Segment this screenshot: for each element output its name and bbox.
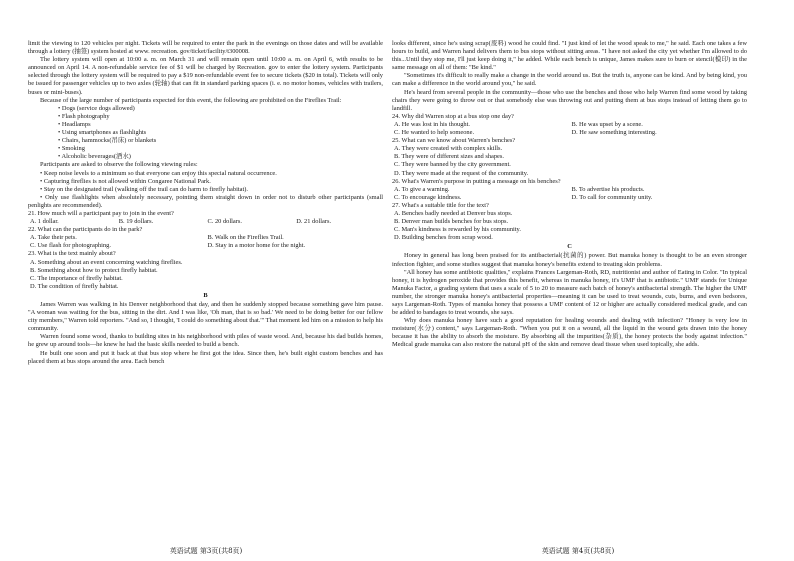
option-a: A. Take their pets. bbox=[30, 234, 77, 242]
right-page-column bbox=[392, 40, 747, 536]
question-stem: 22. What can the participants do in the park? bbox=[28, 226, 143, 234]
passage-b-paragraph: James Warren was walking in his Denver neighborhood that day, and then he suddenly stopped because something gave him pause. "A woman was waiting for the bus, sitting in the dirt. And I was like, 'Oh man, that is so bad.' We need to be doing better for our fellow city members," Warren told reporters. "And so, I thought, 'I could do something about that.'" That moment led him on a mission to help his community. bbox=[28, 301, 383, 333]
option-b: B. They were of different sizes and shapes. bbox=[394, 153, 504, 161]
question-stem: 27. What's a suitable title for the text? bbox=[392, 201, 489, 209]
option-d: D. 21 dollars. bbox=[296, 218, 332, 226]
prohibited-item: • Dogs (service dogs allowed) bbox=[58, 104, 135, 112]
passage-b-paragraph: He's heard from several people in the community—those who use the benches and those who help Warren find some wood by taking chairs they were going to throw out or that somebody else was throwing out and putting them at bus stops instead of letting them go to landfill. bbox=[392, 88, 747, 112]
intro-paragraph-3: Because of the large number of participants expected for this event, the following are prohibited on the Fireflies Trail: bbox=[40, 96, 342, 104]
intro-paragraph-2: The lottery system will open at 10:00 a. m. on March 31 and will remain open until 10:00 a. m. on April 6, with results to be announced on April 14. A non-refundable service fee of $1 will be charged by Recreation. gov to enter the lottery system. Participants selected through the lottery system will be required to pay a $19 non-refundable event fee to secure tickets ($20 in total). Tickets will only be issued for passenger vehicles up to two axles (轮轴) that can fit in standard parking spaces (i. e. no motor homes, vehicles with trailers, buses or mini-buses). bbox=[28, 56, 383, 96]
rule-item: • Keep noise levels to a minimum so that everyone can enjoy this special natural occurrence. bbox=[40, 169, 277, 177]
option-a: A. Something about an event concerning watching fireflies. bbox=[30, 258, 183, 266]
option-a: A. To give a warning. bbox=[394, 185, 450, 193]
rules-intro: Participants are asked to observe the following viewing rules: bbox=[40, 161, 198, 169]
option-c: C. They were banned by the city government. bbox=[394, 161, 511, 169]
question-27 bbox=[392, 202, 747, 242]
passage-b-paragraph: looks different, since he's using scrap(废料) wood he could find. "I just kind of let the wood speak to me," he said. Each one takes a few hours to build, and Warren hand delivers them to bus stops without sitting areas. "I have not asked the city yet whether I'm allowed to do this...Until they stop me, I'll just keep doing it," he added. While each bench is unique, James makes sure to burn or stencil(模印) in the same message on all of them: "Be kind." bbox=[392, 40, 747, 72]
option-b: B. To advertise his products. bbox=[571, 185, 645, 193]
option-c: C. He wanted to help someone. bbox=[394, 129, 475, 137]
passage-b-paragraph: "Sometimes it's difficult to really make a change in the world around us. But the truth is, anyone can be kind. And by being kind, you can make a difference in the world around you," he said. bbox=[392, 72, 747, 88]
rule-item: • Only use flashlights when absolutely necessary, pointing them straight down in order not to disturb other participants (small penlights are recommended). bbox=[28, 193, 383, 209]
option-d: D. Stay in a motor home for the night. bbox=[207, 242, 306, 250]
option-d: D. Building benches from scrap wood. bbox=[394, 234, 493, 242]
intro-paragraph-1: limit the viewing to 120 vehicles per night. Tickets will be required to enter the park in the evenings on those dates and will be available through a lottery (抽签) system hosted at www. recreation. gov/ticket/facility/t300008. bbox=[28, 40, 383, 56]
question-stem: 21. How much will a participant pay to join in the event? bbox=[28, 209, 174, 217]
question-23 bbox=[28, 250, 383, 290]
question-stem: 25. What can we know about Warren's benches? bbox=[392, 137, 516, 145]
option-b: B. Denver man builds benches for bus stops. bbox=[394, 218, 509, 226]
option-d: D. They were made at the request of the community. bbox=[394, 169, 529, 177]
option-d: D. He saw something interesting. bbox=[571, 129, 657, 137]
option-c: C. 20 dollars. bbox=[207, 218, 242, 226]
option-a: A. They were created with complex skills. bbox=[394, 145, 503, 153]
question-stem: 24. Why did Warren stop at a bus stop one day? bbox=[392, 112, 514, 120]
passage-c-paragraph: Honey in general has long been praised for its antibacterial(抗菌的) power. But manuka honey is thought to be an even stronger infection fighter, and some studies suggest that manuka honey's benefits extend to treating skin problems. bbox=[392, 252, 747, 268]
option-c: C. Use flash for photographing. bbox=[30, 242, 111, 250]
option-b: B. He was upset by a scene. bbox=[571, 120, 643, 128]
prohibited-item: • Smoking bbox=[58, 145, 85, 153]
passage-c-paragraph: Why does manuka honey have such a good reputation for healing wounds and dealing with infection? "Honey is very low in moisture(水分) content," says Largeman-Roth. "When you put it on a wound, all the liquid in the wound gets drawn into the honey because it has the ability to absorb the moisture. By absorbing all the impurities(杂质), the honey protects the body against infection." Medical grade manuka can also restore the natural pH of the skin and remove dead tissue when used topically, she adds. bbox=[392, 317, 747, 349]
option-b: B. Something about how to protect firefly habitat. bbox=[30, 266, 158, 274]
passage-b-paragraph: Warren found some wood, thanks to building sites in his neighborhood with piles of waste wood. And, because his dad builds homes, he grew up around tools—he knew he had the basic skills needed to build a bench. bbox=[28, 333, 383, 349]
option-c: C. Man's kindness is rewarded by his community. bbox=[394, 226, 521, 234]
option-d: D. The condition of firefly habitat. bbox=[30, 282, 119, 290]
page-footer-right: 英语试题 第4页(共8页) bbox=[541, 547, 615, 555]
passage-c-paragraph: "All honey has some antibiotic qualities," explains Frances Largeman-Roth, RD, nutritionist and author of Eating in Color. "In typical honey, it is hydrogen peroxide that provides this benefit, whereas in manuka honey, it's UMF that is antibiotic." UMF stands for Unique Manuka Factor, a grading system that uses a scale of 5 to 20 to measure each batch of honey's antibacterial strength. The higher the UMF number, the stronger manuka honey's antibacterial properties—meaning it can be used to treat wounds, cuts, burns, and even bedsores, says Largeman-Roth. Types of manuka honey that possess a UMF content of 12 or higher are actually considered medical grade, and can be added to bandages to treat wounds, she says. bbox=[392, 268, 747, 317]
page-footer-left: 英语试题 第3页(共8页) bbox=[169, 547, 243, 555]
left-page-column bbox=[28, 40, 383, 536]
section-heading-b: B bbox=[203, 291, 208, 299]
prohibited-item: • Flash photography bbox=[58, 112, 110, 120]
rule-item: • Stay on the designated trail (walking off the trail can do harm to firefly habitat). bbox=[40, 185, 248, 193]
option-c: C. The importance of firefly habitat. bbox=[30, 274, 123, 282]
section-heading-c: C bbox=[567, 243, 572, 251]
passage-b-paragraph: He built one soon and put it back at that bus stop where he first got the idea. Since then, he's built eight custom benches and has placed them at bus stops around the area. Each bench bbox=[28, 349, 383, 365]
question-25 bbox=[392, 137, 747, 177]
question-stem: 23. What is the text mainly about? bbox=[28, 250, 116, 258]
option-a: A. Benches badly needed at Denver bus stops. bbox=[394, 209, 513, 217]
option-a: A. He was lost in his thought. bbox=[394, 120, 470, 128]
prohibited-item: • Using smartphones as flashlights bbox=[58, 129, 147, 137]
question-22 bbox=[28, 226, 383, 250]
option-d: D. To call for community unity. bbox=[571, 193, 653, 201]
option-b: B. Walk on the Fireflies Trail. bbox=[207, 234, 284, 242]
question-21 bbox=[28, 210, 383, 226]
option-b: B. 19 dollars. bbox=[118, 218, 154, 226]
prohibited-list bbox=[28, 105, 383, 162]
question-26 bbox=[392, 178, 747, 202]
prohibited-item: • Headlamps bbox=[58, 120, 91, 128]
option-c: C. To encourage kindness. bbox=[394, 193, 462, 201]
question-stem: 26. What's Warren's purpose in putting a message on his benches? bbox=[392, 177, 561, 185]
option-a: A. 1 dollar. bbox=[30, 218, 59, 226]
rule-item: • Capturing fireflies is not allowed within Congaree National Park. bbox=[40, 177, 211, 185]
prohibited-item: • Alcoholic beverages(酒水) bbox=[58, 153, 131, 161]
prohibited-item: • Chairs, hammocks(吊床) or blankets bbox=[58, 137, 157, 145]
question-24 bbox=[392, 113, 747, 137]
